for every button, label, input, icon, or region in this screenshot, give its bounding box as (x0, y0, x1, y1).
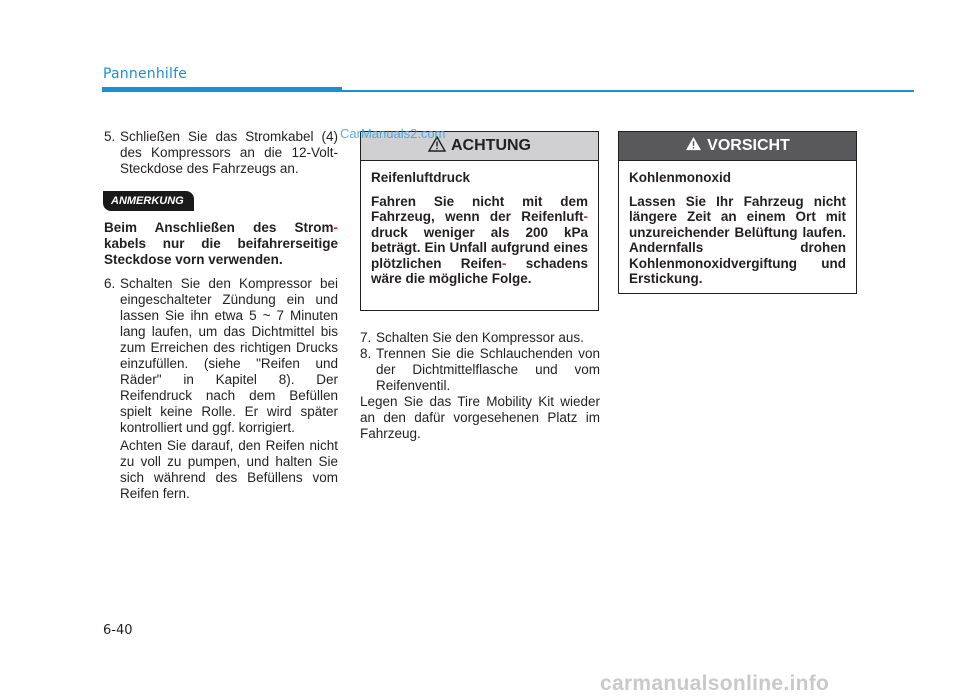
header-rule-thin (342, 90, 914, 92)
watermark-top: CarManuals2.com (340, 126, 446, 141)
note-text: Beim Anschließen des Strom- kabels nur die beifahrerseitige Steckdose vorn verwenden. (104, 220, 338, 267)
hyphen: - (583, 209, 588, 224)
watermark-bottom: carmanualsonline.info (600, 672, 830, 695)
step-number: 5. (104, 129, 116, 144)
achtung-box (360, 131, 599, 311)
vorsicht-text: Lassen Sie Ihr Fahrzeug nicht längere Zeit an einem Ort mit unzureichender Belüftung laufen. Andernfalls drohen Kohlenmonoxidvergiftung und Erstickung. (629, 193, 846, 286)
vorsicht-subtitle: Kohlenmonoxid (629, 170, 731, 185)
vorsicht-header (619, 132, 856, 161)
step-8 (360, 346, 600, 394)
page-number: 6-40 (103, 623, 133, 638)
step-text: Schalten Sie den Kompressor aus. (376, 330, 584, 345)
note-label: ANMERKUNG (103, 191, 194, 211)
achtung-body (361, 161, 598, 295)
step-text: Schließen Sie das Stromkabel (4) des Kompressors an die 12-Volt-Steckdose des Fahrzeugs an. (120, 129, 338, 176)
vorsicht-body (619, 161, 856, 295)
step-text: Trennen Sie die Schlauchenden von der Dichtmittelflasche und vom Reifenventil. (376, 346, 600, 393)
left-column (104, 129, 338, 502)
step-number: 7. (360, 330, 372, 345)
hyphen: - (333, 220, 338, 235)
step-6 (104, 276, 338, 436)
warning-filled-icon (685, 136, 702, 156)
header-rule-thick (102, 87, 342, 92)
step-6-note: Achten Sie darauf, den Reifen nicht zu voll zu pumpen, und halten Sie sich während des Befüllens vom Reifen fern. (120, 438, 338, 501)
achtung-text: Fahren Sie nicht mit dem Fahrzeug, wenn der Reifenluft- druck weniger als 200 kPa beträgt. Ein Unfall aufgrund eines plötzlichen Reifen- schadens wäre die mögliche Folge. (371, 193, 588, 286)
step-number: 8. (360, 346, 372, 361)
hyphen: - (501, 255, 507, 271)
vorsicht-box (618, 131, 857, 294)
section-title: Pannenhilfe (103, 66, 188, 82)
achtung-subtitle: Reifenluftdruck (371, 170, 471, 185)
step-5 (104, 129, 338, 177)
middle-column (360, 330, 600, 442)
closing-text: Legen Sie das Tire Mobility Kit wieder an den dafür vorgesehenen Platz im Fahrzeug. (360, 394, 600, 441)
step-7 (360, 330, 600, 346)
achtung-title: ACHTUNG (451, 137, 531, 154)
step-text: Schalten Sie den Kompressor bei eingeschalteter Zündung ein und lassen Sie ihn etwa 5 ~ 7 Minuten lang laufen, um das Dichtmittel bis zum Erreichen des richtigen Drucks einzufüllen. (siehe "Reifen und Räder" in Kapitel 8). Der Reifendruck nach dem Befüllen spielt keine Rolle. Er wird später kontrolliert und ggf. korrigiert. (120, 276, 338, 435)
step-number: 6. (104, 276, 116, 291)
vorsicht-title: VORSICHT (707, 137, 790, 154)
